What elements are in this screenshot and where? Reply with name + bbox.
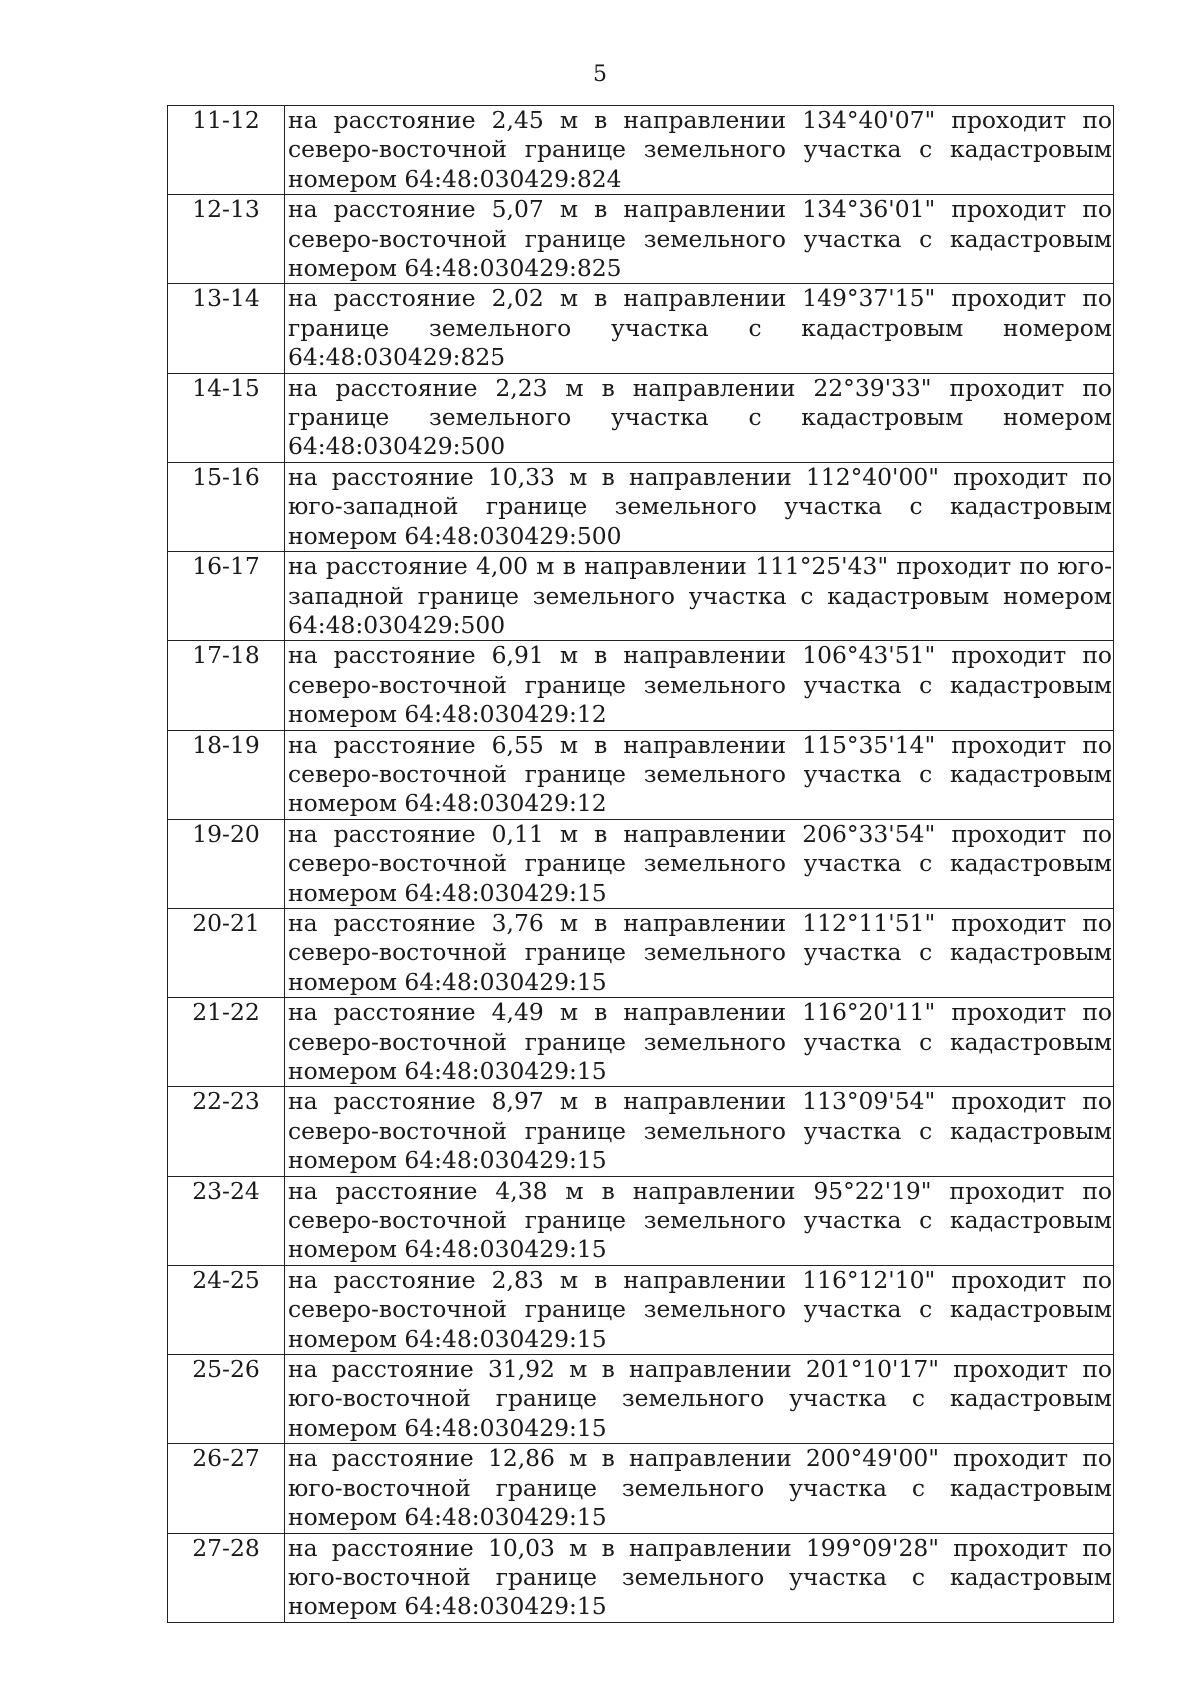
table-row (168, 284, 1114, 373)
segment-cell: 19-20 (168, 819, 285, 908)
segment-cell: 16-17 (168, 552, 285, 641)
segment-cell: 17-18 (168, 641, 285, 730)
segment-cell: 23-24 (168, 1176, 285, 1265)
segment-cell: 14-15 (168, 373, 285, 462)
description-cell: на расстояние 2,83 м в направлении 116°12'10" проходит по северо-восточной границе земельного участка с кадастровым номером 64:48:030429:15 (285, 1265, 1114, 1354)
description-cell: на расстояние 2,23 м в направлении 22°39'33" проходит по границе земельного участка с кадастровым номером 64:48:030429:500 (285, 373, 1114, 462)
description-cell: на расстояние 5,07 м в направлении 134°36'01" проходит по северо-восточной границе земельного участка с кадастровым номером 64:48:030429:825 (285, 195, 1114, 284)
table-row (168, 195, 1114, 284)
table-row (168, 998, 1114, 1087)
segment-cell: 20-21 (168, 908, 285, 997)
table-row (168, 106, 1114, 195)
segment-cell: 25-26 (168, 1355, 285, 1444)
segment-cell: 26-27 (168, 1444, 285, 1533)
table-row (168, 819, 1114, 908)
table-row (168, 1176, 1114, 1265)
table-body (168, 106, 1114, 1623)
description-cell: на расстояние 12,86 м в направлении 200°49'00" проходит по юго-восточной границе земельного участка с кадастровым номером 64:48:030429:15 (285, 1444, 1114, 1533)
segment-cell: 22-23 (168, 1087, 285, 1176)
boundary-table (167, 105, 1114, 1623)
description-cell: на расстояние 4,49 м в направлении 116°20'11" проходит по северо-восточной границе земельного участка с кадастровым номером 64:48:030429:15 (285, 998, 1114, 1087)
description-cell: на расстояние 3,76 м в направлении 112°11'51" проходит по северо-восточной границе земельного участка с кадастровым номером 64:48:030429:15 (285, 908, 1114, 997)
segment-cell: 12-13 (168, 195, 285, 284)
description-cell: на расстояние 4,00 м в направлении 111°25'43" проходит по юго-западной границе земельного участка с кадастровым номером 64:48:030429:500 (285, 552, 1114, 641)
table-row (168, 1533, 1114, 1622)
description-cell: на расстояние 8,97 м в направлении 113°09'54" проходит по северо-восточной границе земельного участка с кадастровым номером 64:48:030429:15 (285, 1087, 1114, 1176)
segment-cell: 24-25 (168, 1265, 285, 1354)
description-cell: на расстояние 2,45 м в направлении 134°40'07" проходит по северо-восточной границе земельного участка с кадастровым номером 64:48:030429:824 (285, 106, 1114, 195)
description-cell: на расстояние 2,02 м в направлении 149°37'15" проходит по границе земельного участка с кадастровым номером 64:48:030429:825 (285, 284, 1114, 373)
table-row (168, 1265, 1114, 1354)
segment-cell: 18-19 (168, 730, 285, 819)
segment-cell: 15-16 (168, 462, 285, 551)
segment-cell: 27-28 (168, 1533, 285, 1622)
table-row (168, 552, 1114, 641)
description-cell: на расстояние 4,38 м в направлении 95°22'19" проходит по северо-восточной границе земельного участка с кадастровым номером 64:48:030429:15 (285, 1176, 1114, 1265)
table-row (168, 1355, 1114, 1444)
description-cell: на расстояние 6,91 м в направлении 106°43'51" проходит по северо-восточной границе земельного участка с кадастровым номером 64:48:030429:12 (285, 641, 1114, 730)
table-row (168, 1087, 1114, 1176)
description-cell: на расстояние 0,11 м в направлении 206°33'54" проходит по северо-восточной границе земельного участка с кадастровым номером 64:48:030429:15 (285, 819, 1114, 908)
segment-cell: 21-22 (168, 998, 285, 1087)
table-row (168, 462, 1114, 551)
description-cell: на расстояние 6,55 м в направлении 115°35'14" проходит по северо-восточной границе земельного участка с кадастровым номером 64:48:030429:12 (285, 730, 1114, 819)
segment-cell: 13-14 (168, 284, 285, 373)
segment-cell: 11-12 (168, 106, 285, 195)
table-row (168, 730, 1114, 819)
description-cell: на расстояние 10,33 м в направлении 112°40'00" проходит по юго-западной границе земельного участка с кадастровым номером 64:48:030429:500 (285, 462, 1114, 551)
table-row (168, 373, 1114, 462)
table-row (168, 1444, 1114, 1533)
table-row (168, 641, 1114, 730)
table-row (168, 908, 1114, 997)
description-cell: на расстояние 10,03 м в направлении 199°09'28" проходит по юго-восточной границе земельного участка с кадастровым номером 64:48:030429:15 (285, 1533, 1114, 1622)
description-cell: на расстояние 31,92 м в направлении 201°10'17" проходит по юго-восточной границе земельного участка с кадастровым номером 64:48:030429:15 (285, 1355, 1114, 1444)
page-number: 5 (593, 62, 607, 87)
